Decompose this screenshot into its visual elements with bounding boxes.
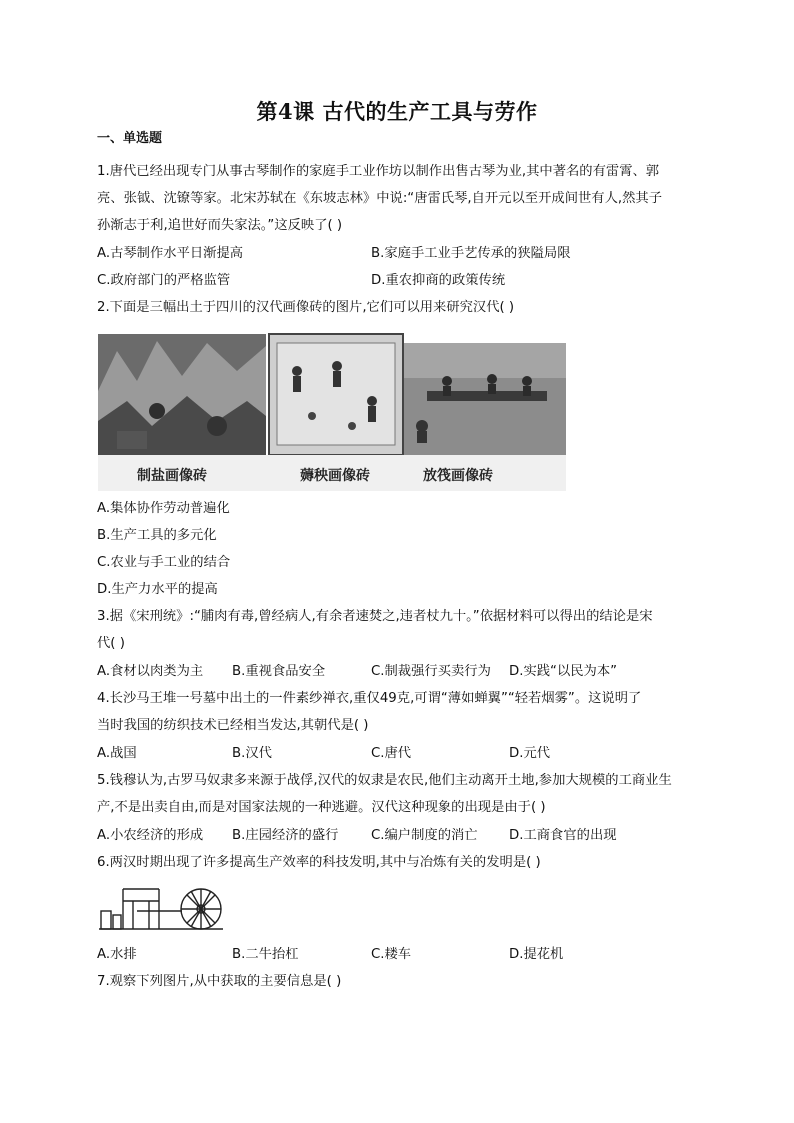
salt-making-brick-image (98, 334, 266, 455)
q5-option-b[interactable]: B.庄园经济的盛行 (232, 828, 339, 843)
rafting-brick-image (404, 343, 566, 455)
q4-option-c[interactable]: C.唐代 (371, 746, 412, 761)
q4-line-2: 当时我国的纺织技术已经相当发达,其朝代是( ) (97, 718, 369, 733)
q3-option-b[interactable]: B.重视食品安全 (232, 664, 326, 679)
rafting-caption: 放筏画像砖 (423, 468, 493, 484)
section-heading: 一、单选题 (97, 131, 163, 146)
q4-line-1: 4.长沙马王堆一号墓中出土的一件素纱禅衣,重仅49克,可谓“薄如蝉翼”“轻若烟雾”。这说明了 (97, 691, 642, 706)
q6-option-c[interactable]: C.耧车 (371, 947, 412, 962)
q1-option-a[interactable]: A.古琴制作水平日渐提高 (97, 246, 244, 261)
water-bellows-drawing (97, 873, 225, 935)
page-title: 第4课 古代的生产工具与劳作 (256, 99, 538, 124)
brick-relief-images (97, 331, 567, 491)
q1-option-c[interactable]: C.政府部门的严格监管 (97, 273, 231, 288)
q1-line-3: 孙渐志于利,追世好而失家法。”这反映了( ) (97, 218, 343, 233)
q3-line-1: 3.据《宋刑统》:“脯肉有毒,曾经病人,有余者速焚之,违者杖九十。”依据材料可以得出的结论是宋 (97, 609, 653, 624)
q6-line-1: 6.两汉时期出现了许多提高生产效率的科技发明,其中与冶炼有关的发明是( ) (97, 855, 541, 870)
q2-option-d[interactable]: D.生产力水平的提高 (97, 582, 218, 597)
q5-line-2: 产,不是出卖自由,而是对国家法规的一种逃避。汉代这种现象的出现是由于( ) (97, 800, 546, 815)
q3-option-a[interactable]: A.食材以肉类为主 (97, 664, 204, 679)
q1-option-d[interactable]: D.重农抑商的政策传统 (371, 273, 506, 288)
q1-line-2: 亮、张钺、沈镣等家。北宋苏轼在《东坡志林》中说:“唐雷氏琴,自开元以至开成间世有人,然其子 (97, 191, 662, 206)
salt-making-caption: 制盐画像砖 (137, 468, 207, 484)
q2-line-1: 2.下面是三幅出土于四川的汉代画像砖的图片,它们可以用来研究汉代( ) (97, 300, 515, 315)
q7-line-1: 7.观察下列图片,从中获取的主要信息是( ) (97, 974, 342, 989)
q2-option-a[interactable]: A.集体协作劳动普遍化 (97, 501, 230, 516)
q5-option-a[interactable]: A.小农经济的形成 (97, 828, 204, 843)
q1-option-b[interactable]: B.家庭手工业手艺传承的狭隘局限 (371, 246, 571, 261)
water-bellows-illustration (97, 873, 225, 935)
q5-option-d[interactable]: D.工商食官的出现 (509, 828, 617, 843)
weeding-brick-image (269, 334, 403, 455)
q6-option-b[interactable]: B.二牛抬杠 (232, 947, 299, 962)
q6-option-a[interactable]: A.水排 (97, 947, 137, 962)
q3-option-d[interactable]: D.实践“以民为本” (509, 664, 618, 679)
q3-option-c[interactable]: C.制裁强行买卖行为 (371, 664, 491, 679)
weeding-caption: 薅秧画像砖 (300, 468, 370, 484)
q2-option-c[interactable]: C.农业与手工业的结合 (97, 555, 231, 570)
q6-option-d[interactable]: D.提花机 (509, 947, 564, 962)
q4-option-d[interactable]: D.元代 (509, 746, 551, 761)
q4-option-b[interactable]: B.汉代 (232, 746, 272, 761)
q4-option-a[interactable]: A.战国 (97, 746, 137, 761)
q5-option-c[interactable]: C.编户制度的消亡 (371, 828, 478, 843)
q3-line-2: 代( ) (97, 636, 125, 651)
q2-option-b[interactable]: B.生产工具的多元化 (97, 528, 217, 543)
q1-line-1: 1.唐代已经出现专门从事古琴制作的家庭手工业作坊以制作出售古琴为业,其中著名的有雷霄、郭 (97, 164, 660, 179)
q5-line-1: 5.钱穆认为,古罗马奴隶多来源于战俘,汉代的奴隶是农民,他们主动离开土地,参加大规模的工商业生 (97, 773, 672, 788)
